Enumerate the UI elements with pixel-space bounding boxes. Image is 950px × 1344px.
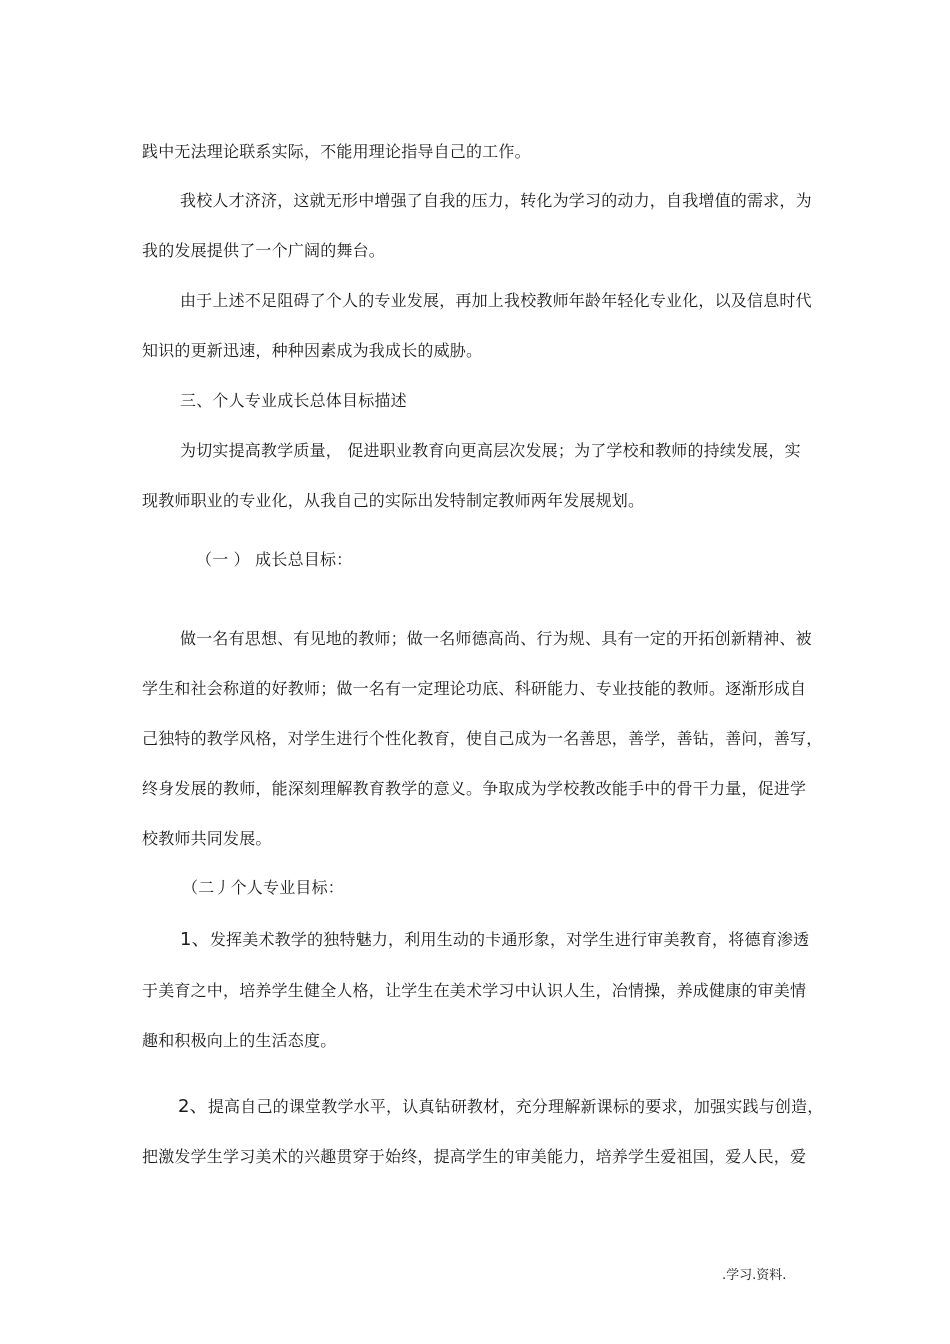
paragraph-line: 于美育之中，培养学生健全人格，让学生在美术学习中认识人生，冶情操，养成健康的审美情 [142, 981, 807, 1000]
section-heading: 三、个人专业成长总体目标描述 [180, 391, 407, 410]
list-item-line [180, 930, 809, 950]
paragraph-line: 校教师共同发展。 [142, 829, 272, 848]
subsection-heading: （二丿个人专业目标： [182, 878, 345, 897]
paragraph-line: 现教师职业的专业化，从我自己的实际出发特制定教师两年发展规划。 [142, 491, 645, 510]
paragraph-line: 己独特的教学风格，对学生进行个性化教育，使自己成为一名善思，善学，善钻，善问，善写， [142, 729, 823, 748]
paragraph-line: 把激发学生学习美术的兴趣贯穿于始终，提高学生的审美能力，培养学生爱祖国，爱人民，爱 [142, 1147, 807, 1166]
list-item-number: 1、 [180, 929, 210, 950]
paragraph-line: 我的发展提供了一个广阔的舞台。 [142, 241, 386, 260]
page-footer: .学习.资料. [722, 1268, 787, 1283]
paragraph-line: 做一名有思想、有见地的教师；做一名师德高尚、行为规、具有一定的开拓创新精神、被 [180, 629, 812, 648]
paragraph-line: 践中无法理论联系实际，不能用理论指导自己的工作。 [142, 142, 531, 161]
paragraph-line: 我校人才济济，这就无形中增强了自我的压力，转化为学习的动力，自我增值的需求，为 [180, 191, 812, 210]
paragraph-line: 学生和社会称道的好教师；做一名有一定理论功底、科研能力、专业技能的教师。逐渐形成自 [142, 679, 807, 698]
paragraph-line: 趣和积极向上的生活态度。 [142, 1031, 337, 1050]
list-item-number: 2、 [178, 1096, 208, 1117]
paragraph-line: 为切实提高教学质量， 促进职业教育向更高层次发展；为了学校和教师的持续发展，实 [180, 441, 801, 460]
list-item-text: 提高自己的课堂教学水平，认真钻研教材，充分理解新课标的要求，加强实践与创造， [207, 1097, 824, 1116]
list-item-line [178, 1097, 823, 1117]
paragraph-line: 终身发展的教师，能深刻理解教育教学的意义。争取成为学校教改能手中的骨干力量，促进学 [142, 779, 807, 798]
list-item-text: 发挥美术教学的独特魅力，利用生动的卡通形象，对学生进行审美教育，将德育渗透 [209, 930, 810, 949]
subsection-heading: （一 ） 成长总目标： [196, 550, 353, 569]
paragraph-line: 知识的更新迅速，种种因素成为我成长的威胁。 [142, 341, 483, 360]
paragraph-line: 由于上述不足阻碍了个人的专业发展，再加上我校教师年龄年轻化专业化，以及信息时代 [180, 291, 812, 310]
